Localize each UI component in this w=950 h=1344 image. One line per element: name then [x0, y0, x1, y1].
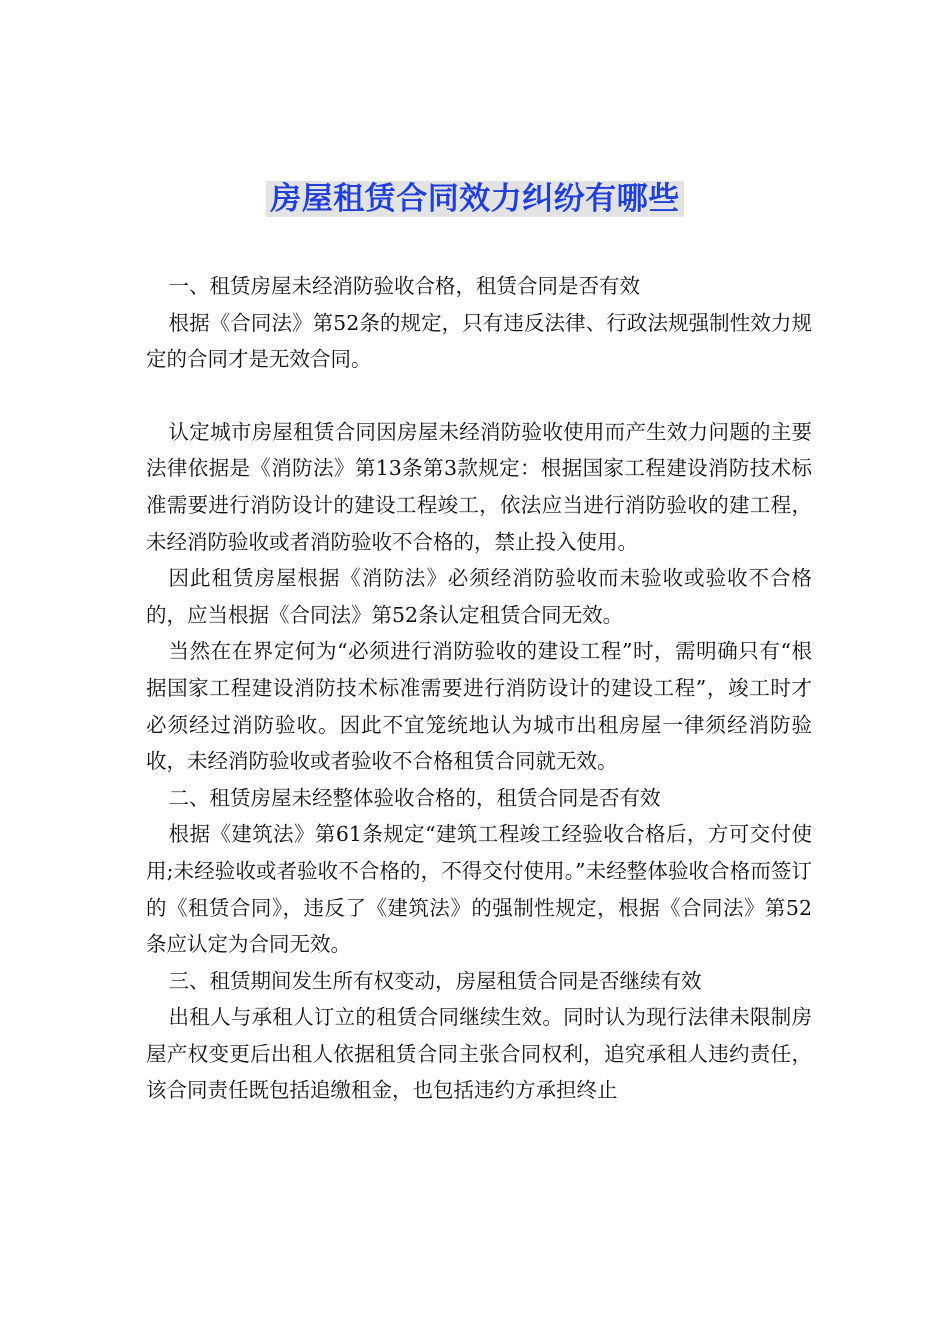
blank-line [146, 378, 812, 414]
paragraph: 根据《合同法》第52条的规定，只有违反法律、行政法规强制性效力规定的合同才是无效合同。 [146, 310, 812, 372]
document-title [0, 176, 950, 222]
paragraph: 出租人与承租人订立的租赁合同继续生效。同时认为现行法律未限制房屋产权变更后出租人依据租赁合同主张合同权利，追究承租人违约责任，该合同责任既包括追缴租金，也包括违约方承担终止 [146, 1005, 812, 1103]
document-title-text: 房屋租赁合同效力纠纷有哪些 [266, 181, 684, 217]
paragraph: 当然在在界定何为“必须进行消防验收的建设工程”时，需明确只有“根据国家工程建设消防技术标准需要进行消防设计的建设工程”，竣工时才必须经过消防验收。因此不宜笼统地认为城市出租房屋一律须经消防验收，未经消防验收或者验收不合格租赁合同就无效。 [146, 639, 812, 774]
paragraph: 根据《建筑法》第61条规定“建筑工程竣工经验收合格后，方可交付使用;未经验收或者验收不合格的，不得交付使用。”未经整体验收合格而签订的《租赁合同》，违反了《建筑法》的强制性规定，根据《合同法》第52条应认定为合同无效。 [146, 822, 812, 957]
document-body [146, 268, 812, 1109]
section-heading-2: 二、租赁房屋未经整体验收合格的，租赁合同是否有效 [168, 785, 661, 810]
paragraph: 因此租赁房屋根据《消防法》必须经消防验收而未验收或验收不合格的，应当根据《合同法》第52条认定租赁合同无效。 [146, 566, 812, 627]
section-heading-1: 一、租赁房屋未经消防验收合格，租赁合同是否有效 [168, 274, 641, 298]
paragraph: 认定城市房屋租赁合同因房屋未经消防验收使用而产生效力问题的主要法律依据是《消防法》第13条第3款规定：根据国家工程建设消防技术标准需要进行消防设计的建设工程竣工，依法应当进行消防验收的建工程，未经消防验收或者消防验收不合格的，禁止投入使用。 [146, 419, 812, 554]
section-heading-3: 三、租赁期间发生所有权变动，房屋租赁合同是否继续有效 [168, 968, 702, 993]
